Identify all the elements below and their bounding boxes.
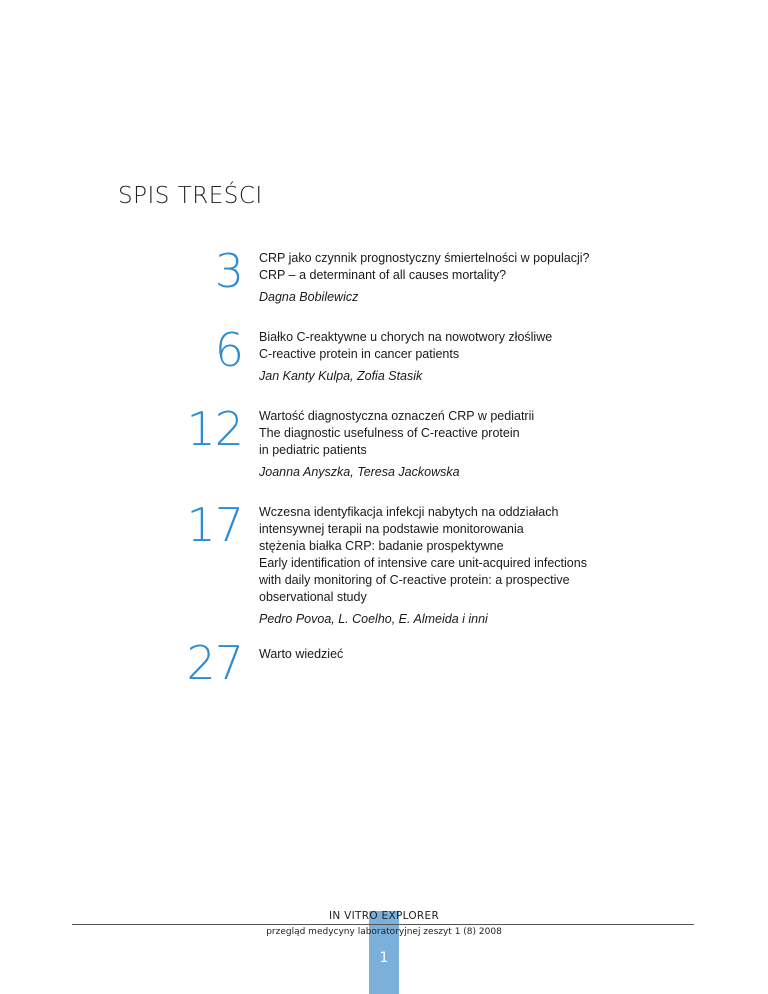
toc-title-line: observational study [259, 590, 367, 604]
toc-title-line: Białko C-reaktywne u chorych na nowotwory złośliwe [259, 330, 553, 344]
page-number: 1 [379, 950, 389, 966]
toc-title-line: Wartość diagnostyczna oznaczeń CRP w pediatrii [259, 409, 535, 423]
toc-authors: Jan Kanty Kulpa, Zofia Stasik [259, 369, 423, 383]
journal-title: IN VITRO EXPLORER [328, 910, 440, 922]
toc-authors: Dagna Bobilewicz [259, 290, 359, 304]
toc-title-line: CRP – a determinant of all causes mortality? [259, 268, 507, 282]
toc-title-line: intensywnej terapii na podstawie monitorowania [259, 522, 524, 536]
toc-title-line: Early identification of intensive care unit-acquired infections [259, 556, 587, 570]
journal-subtitle: przegląd medycyny laboratoryjnej zeszyt 1 (8) 2008 [266, 927, 502, 937]
toc-title-line: with daily monitoring of C-reactive protein: a prospective [259, 573, 570, 587]
toc-title: SPIS TREŚCI [118, 183, 263, 209]
toc-page-number: 3 [214, 244, 243, 298]
toc-title-line: Wczesna identyfikacja infekcji nabytych na oddziałach [259, 505, 559, 519]
toc-title-line: The diagnostic usefulness of C-reactive protein [259, 426, 520, 440]
toc-authors: Joanna Anyszka, Teresa Jackowska [259, 465, 460, 479]
toc-title-line: stężenia białka CRP: badanie prospektywne [259, 539, 504, 553]
toc-title-line: C-reactive protein in cancer patients [259, 347, 460, 361]
toc-title-line: in pediatric patients [259, 443, 367, 457]
toc-title-line: CRP jako czynnik prognostyczny śmiertelności w populacji? [259, 251, 590, 265]
footer-divider [72, 924, 694, 925]
toc-page-number: 6 [214, 323, 243, 377]
toc-authors: Pedro Povoa, L. Coelho, E. Almeida i inni [259, 612, 488, 626]
toc-page-number: 27 [186, 636, 243, 690]
toc-title-line: Warto wiedzieć [259, 647, 344, 661]
toc-page-number: 12 [186, 402, 243, 456]
toc-page-number: 17 [186, 498, 243, 552]
